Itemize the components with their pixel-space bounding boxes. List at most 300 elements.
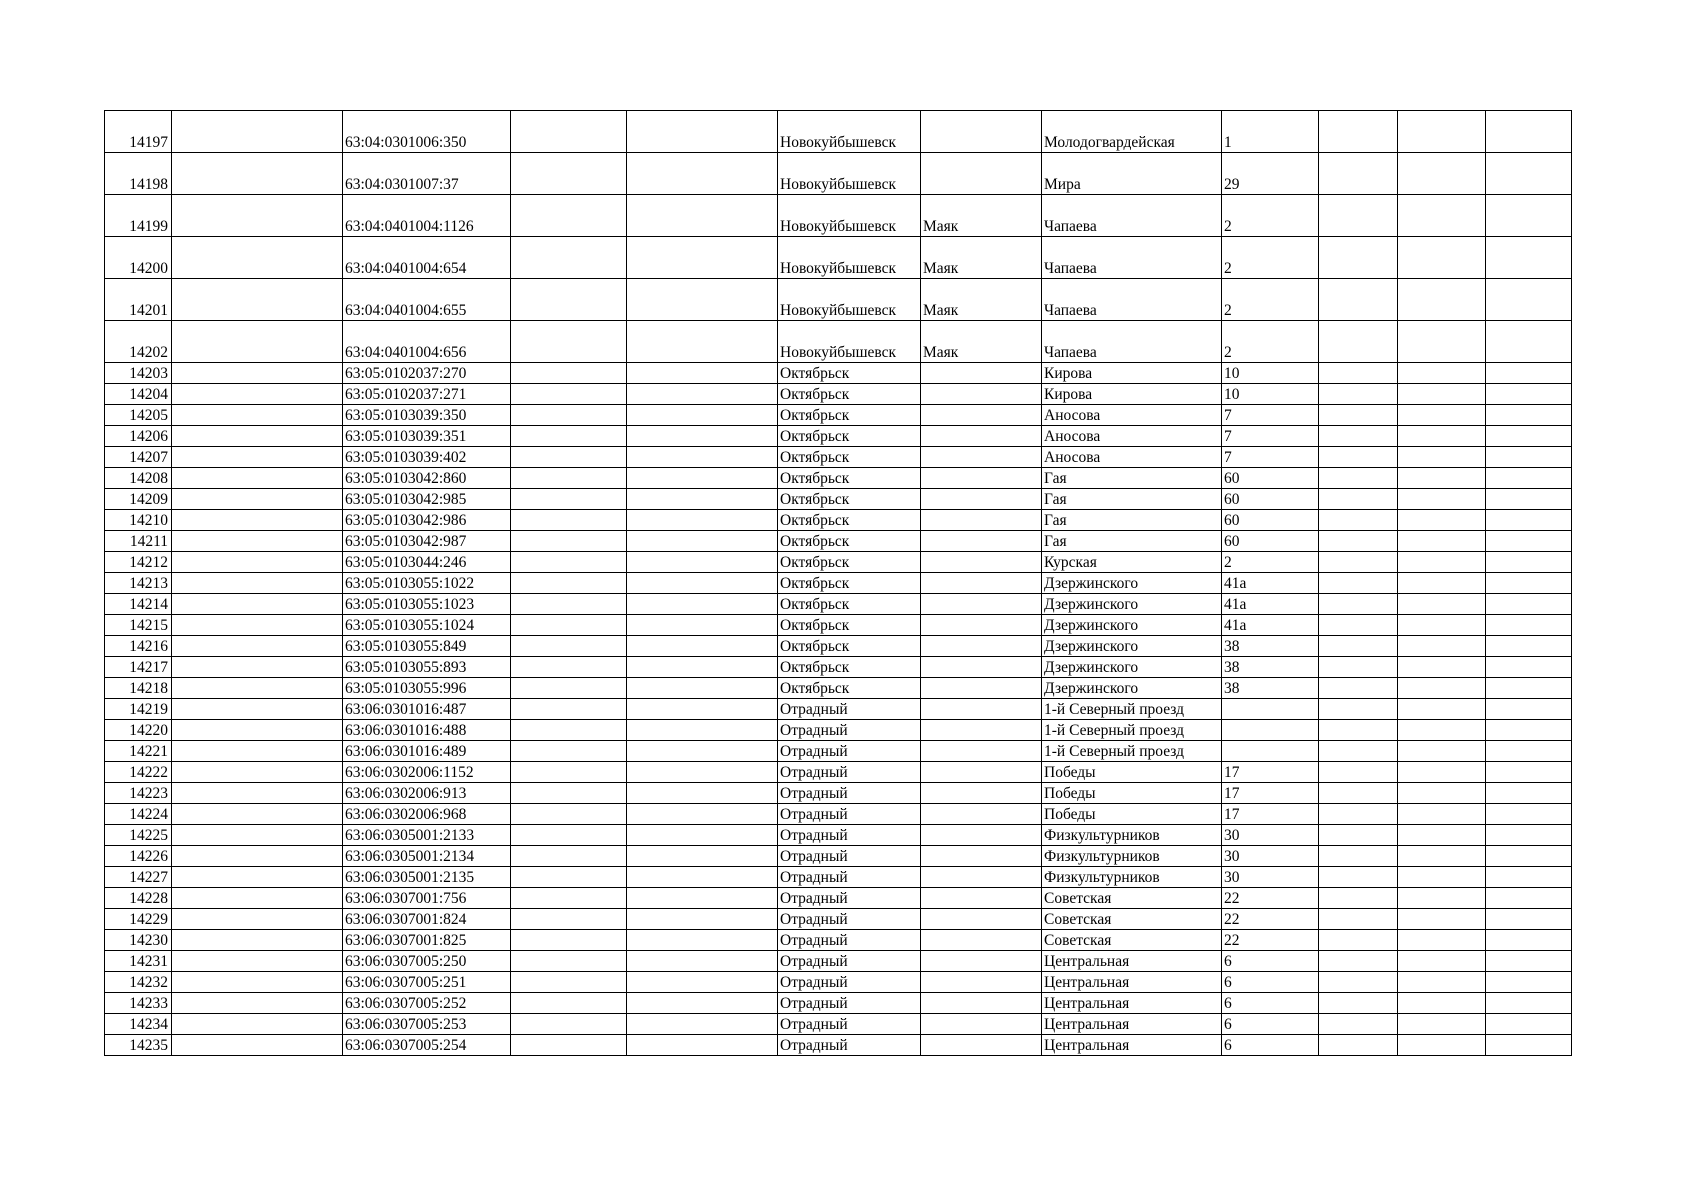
cell-col-12 [1486, 909, 1572, 930]
cell-col-12 [1486, 1014, 1572, 1035]
cell-settlement [921, 930, 1042, 951]
cell-col-11 [1398, 489, 1486, 510]
cell-col-10 [1319, 867, 1398, 888]
cell-street: Курская [1042, 552, 1222, 573]
cell-cadastral-number: 63:06:0307001:756 [343, 888, 511, 909]
cell-col-10 [1319, 1035, 1398, 1056]
cell-col-4 [511, 447, 627, 468]
cell-col-12 [1486, 657, 1572, 678]
cell-street: Физкультурников [1042, 867, 1222, 888]
cell-settlement [921, 531, 1042, 552]
cell-col-4 [511, 1035, 627, 1056]
cell-row-number: 14222 [105, 762, 172, 783]
cell-street: 1-й Северный проезд [1042, 720, 1222, 741]
cell-city: Октябрьск [778, 573, 921, 594]
cell-col-2 [172, 825, 343, 846]
cell-row-number: 14218 [105, 678, 172, 699]
cell-house-number: 30 [1222, 846, 1319, 867]
table-row [105, 237, 1572, 279]
cell-house-number: 7 [1222, 447, 1319, 468]
cell-settlement [921, 468, 1042, 489]
cell-row-number: 14212 [105, 552, 172, 573]
table-row [105, 552, 1572, 573]
cell-col-11 [1398, 363, 1486, 384]
cell-settlement [921, 783, 1042, 804]
cell-col-5 [627, 1035, 778, 1056]
cell-col-5 [627, 720, 778, 741]
cell-row-number: 14213 [105, 573, 172, 594]
cell-col-11 [1398, 153, 1486, 195]
cell-house-number: 22 [1222, 909, 1319, 930]
cell-col-5 [627, 804, 778, 825]
cell-cadastral-number: 63:06:0307001:824 [343, 909, 511, 930]
cell-col-5 [627, 573, 778, 594]
cell-settlement: Маяк [921, 279, 1042, 321]
cell-street: Советская [1042, 930, 1222, 951]
cell-col-4 [511, 384, 627, 405]
cell-col-5 [627, 552, 778, 573]
cell-col-12 [1486, 468, 1572, 489]
cell-col-10 [1319, 111, 1398, 153]
table-row [105, 405, 1572, 426]
cell-col-11 [1398, 678, 1486, 699]
cell-col-12 [1486, 552, 1572, 573]
cell-col-11 [1398, 279, 1486, 321]
cell-street: Центральная [1042, 993, 1222, 1014]
cell-cadastral-number: 63:05:0103039:402 [343, 447, 511, 468]
cell-col-4 [511, 762, 627, 783]
cell-col-2 [172, 930, 343, 951]
cell-city: Октябрьск [778, 489, 921, 510]
cell-settlement [921, 867, 1042, 888]
cell-settlement: Маяк [921, 321, 1042, 363]
cell-cadastral-number: 63:06:0301016:487 [343, 699, 511, 720]
cell-col-4 [511, 510, 627, 531]
cell-house-number: 22 [1222, 930, 1319, 951]
cell-col-5 [627, 741, 778, 762]
cell-col-2 [172, 720, 343, 741]
cell-row-number: 14225 [105, 825, 172, 846]
cell-col-5 [627, 888, 778, 909]
cell-row-number: 14219 [105, 699, 172, 720]
table-row [105, 951, 1572, 972]
cell-col-2 [172, 615, 343, 636]
cell-house-number: 41а [1222, 594, 1319, 615]
cell-city: Октябрьск [778, 657, 921, 678]
cell-row-number: 14201 [105, 279, 172, 321]
cell-row-number: 14205 [105, 405, 172, 426]
table-row [105, 972, 1572, 993]
cell-col-10 [1319, 384, 1398, 405]
table-row [105, 1014, 1572, 1035]
cell-row-number: 14207 [105, 447, 172, 468]
cell-settlement [921, 1035, 1042, 1056]
cell-col-11 [1398, 111, 1486, 153]
cell-col-5 [627, 909, 778, 930]
cell-street: Дзержинского [1042, 573, 1222, 594]
cell-settlement [921, 888, 1042, 909]
cell-col-12 [1486, 804, 1572, 825]
cell-cadastral-number: 63:04:0401004:654 [343, 237, 511, 279]
cell-col-11 [1398, 531, 1486, 552]
cell-col-2 [172, 195, 343, 237]
cell-col-5 [627, 1014, 778, 1035]
cell-col-11 [1398, 930, 1486, 951]
cell-col-2 [172, 867, 343, 888]
table-row [105, 846, 1572, 867]
cell-cadastral-number: 63:06:0302006:968 [343, 804, 511, 825]
cell-settlement [921, 594, 1042, 615]
cell-col-5 [627, 783, 778, 804]
cell-col-5 [627, 111, 778, 153]
table-row [105, 510, 1572, 531]
cell-house-number: 22 [1222, 888, 1319, 909]
cell-col-4 [511, 678, 627, 699]
cell-city: Новокуйбышевск [778, 237, 921, 279]
cell-col-12 [1486, 720, 1572, 741]
cell-col-10 [1319, 741, 1398, 762]
cell-col-10 [1319, 909, 1398, 930]
cell-col-11 [1398, 762, 1486, 783]
cell-col-5 [627, 363, 778, 384]
cell-settlement [921, 384, 1042, 405]
cell-city: Октябрьск [778, 468, 921, 489]
table-row [105, 615, 1572, 636]
table-row [105, 762, 1572, 783]
cell-cadastral-number: 63:04:0401004:1126 [343, 195, 511, 237]
table-row [105, 783, 1572, 804]
cell-street: Центральная [1042, 951, 1222, 972]
cell-row-number: 14204 [105, 384, 172, 405]
cell-col-11 [1398, 1035, 1486, 1056]
cell-house-number [1222, 720, 1319, 741]
cell-house-number: 1 [1222, 111, 1319, 153]
cell-street: Победы [1042, 762, 1222, 783]
cell-house-number: 60 [1222, 510, 1319, 531]
cell-city: Отрадный [778, 888, 921, 909]
cell-col-2 [172, 363, 343, 384]
cell-cadastral-number: 63:06:0301016:488 [343, 720, 511, 741]
cell-col-4 [511, 111, 627, 153]
cell-col-5 [627, 594, 778, 615]
cell-col-5 [627, 930, 778, 951]
table-row [105, 720, 1572, 741]
cell-city: Октябрьск [778, 426, 921, 447]
cell-city: Отрадный [778, 909, 921, 930]
cell-col-2 [172, 909, 343, 930]
cell-col-2 [172, 699, 343, 720]
cell-col-11 [1398, 615, 1486, 636]
cell-street: Аносова [1042, 426, 1222, 447]
cell-street: Чапаева [1042, 195, 1222, 237]
cell-settlement [921, 951, 1042, 972]
cell-col-11 [1398, 468, 1486, 489]
cell-city: Отрадный [778, 783, 921, 804]
cell-house-number: 17 [1222, 804, 1319, 825]
cell-col-12 [1486, 279, 1572, 321]
cell-col-10 [1319, 678, 1398, 699]
cell-col-11 [1398, 510, 1486, 531]
table-row [105, 825, 1572, 846]
cell-settlement [921, 825, 1042, 846]
cell-house-number: 6 [1222, 993, 1319, 1014]
table-row [105, 867, 1572, 888]
table-row [105, 321, 1572, 363]
cell-cadastral-number: 63:06:0302006:1152 [343, 762, 511, 783]
cell-row-number: 14211 [105, 531, 172, 552]
cell-col-2 [172, 573, 343, 594]
cell-cadastral-number: 63:06:0307005:250 [343, 951, 511, 972]
cell-settlement [921, 153, 1042, 195]
cell-col-11 [1398, 573, 1486, 594]
cell-settlement [921, 489, 1042, 510]
cell-cadastral-number: 63:05:0103042:987 [343, 531, 511, 552]
cell-col-5 [627, 825, 778, 846]
cell-col-4 [511, 867, 627, 888]
cell-street: Чапаева [1042, 279, 1222, 321]
cell-row-number: 14199 [105, 195, 172, 237]
table-row [105, 636, 1572, 657]
cell-street: Аносова [1042, 405, 1222, 426]
cell-row-number: 14228 [105, 888, 172, 909]
cell-cadastral-number: 63:06:0307005:253 [343, 1014, 511, 1035]
cell-col-12 [1486, 636, 1572, 657]
cell-col-5 [627, 237, 778, 279]
cell-col-4 [511, 363, 627, 384]
cell-col-4 [511, 573, 627, 594]
table-row [105, 741, 1572, 762]
cell-col-11 [1398, 888, 1486, 909]
table-row [105, 468, 1572, 489]
cell-house-number: 10 [1222, 363, 1319, 384]
cell-cadastral-number: 63:05:0103042:985 [343, 489, 511, 510]
cell-street: Дзержинского [1042, 615, 1222, 636]
cell-city: Отрадный [778, 993, 921, 1014]
cell-row-number: 14233 [105, 993, 172, 1014]
cell-col-12 [1486, 531, 1572, 552]
cell-col-5 [627, 531, 778, 552]
cell-col-12 [1486, 447, 1572, 468]
table-row [105, 153, 1572, 195]
cell-settlement [921, 972, 1042, 993]
cell-col-12 [1486, 930, 1572, 951]
cell-col-10 [1319, 489, 1398, 510]
cell-col-2 [172, 1035, 343, 1056]
cell-col-4 [511, 951, 627, 972]
cell-col-2 [172, 531, 343, 552]
cell-cadastral-number: 63:04:0401004:656 [343, 321, 511, 363]
cell-col-4 [511, 468, 627, 489]
cell-city: Отрадный [778, 930, 921, 951]
cell-col-10 [1319, 153, 1398, 195]
cell-col-2 [172, 657, 343, 678]
cell-col-12 [1486, 489, 1572, 510]
cell-settlement [921, 447, 1042, 468]
cell-street: Кирова [1042, 363, 1222, 384]
cell-col-2 [172, 762, 343, 783]
cell-street: Центральная [1042, 1014, 1222, 1035]
cell-col-10 [1319, 993, 1398, 1014]
cell-row-number: 14202 [105, 321, 172, 363]
cell-row-number: 14231 [105, 951, 172, 972]
cell-col-2 [172, 993, 343, 1014]
cell-col-4 [511, 909, 627, 930]
cell-col-4 [511, 888, 627, 909]
cell-col-5 [627, 657, 778, 678]
table-row [105, 993, 1572, 1014]
cell-col-12 [1486, 699, 1572, 720]
cell-house-number: 60 [1222, 531, 1319, 552]
table-row [105, 384, 1572, 405]
cell-street: Чапаева [1042, 321, 1222, 363]
cell-house-number [1222, 699, 1319, 720]
cell-row-number: 14208 [105, 468, 172, 489]
cell-city: Отрадный [778, 1035, 921, 1056]
table-row [105, 363, 1572, 384]
cell-col-4 [511, 657, 627, 678]
cell-col-11 [1398, 552, 1486, 573]
cell-house-number: 60 [1222, 489, 1319, 510]
cell-col-11 [1398, 720, 1486, 741]
cell-col-10 [1319, 825, 1398, 846]
cell-house-number: 38 [1222, 678, 1319, 699]
cell-house-number: 7 [1222, 426, 1319, 447]
table-row [105, 657, 1572, 678]
cell-street: Кирова [1042, 384, 1222, 405]
cell-col-2 [172, 237, 343, 279]
cell-col-12 [1486, 741, 1572, 762]
cell-row-number: 14214 [105, 594, 172, 615]
cell-street: Дзержинского [1042, 636, 1222, 657]
cell-col-5 [627, 636, 778, 657]
cell-col-11 [1398, 951, 1486, 972]
cell-house-number: 10 [1222, 384, 1319, 405]
cell-house-number: 60 [1222, 468, 1319, 489]
cell-settlement: Маяк [921, 237, 1042, 279]
cell-house-number: 2 [1222, 237, 1319, 279]
cell-col-2 [172, 447, 343, 468]
cell-col-11 [1398, 783, 1486, 804]
cell-col-2 [172, 111, 343, 153]
cell-settlement [921, 993, 1042, 1014]
cell-settlement [921, 636, 1042, 657]
cell-col-2 [172, 888, 343, 909]
cell-col-2 [172, 951, 343, 972]
cell-cadastral-number: 63:05:0103055:1023 [343, 594, 511, 615]
cell-city: Новокуйбышевск [778, 195, 921, 237]
registry-table [104, 110, 1572, 1056]
cell-row-number: 14221 [105, 741, 172, 762]
cell-col-2 [172, 468, 343, 489]
cell-col-5 [627, 384, 778, 405]
cell-cadastral-number: 63:06:0305001:2135 [343, 867, 511, 888]
cell-city: Отрадный [778, 762, 921, 783]
cell-col-4 [511, 720, 627, 741]
cell-col-10 [1319, 552, 1398, 573]
cell-col-12 [1486, 321, 1572, 363]
cell-row-number: 14197 [105, 111, 172, 153]
cell-col-10 [1319, 510, 1398, 531]
cell-city: Новокуйбышевск [778, 153, 921, 195]
cell-col-10 [1319, 762, 1398, 783]
table-row [105, 1035, 1572, 1056]
cell-city: Отрадный [778, 825, 921, 846]
cell-house-number: 2 [1222, 552, 1319, 573]
cell-col-12 [1486, 153, 1572, 195]
cell-col-5 [627, 489, 778, 510]
cell-settlement [921, 111, 1042, 153]
cell-city: Октябрьск [778, 594, 921, 615]
cell-col-12 [1486, 426, 1572, 447]
cell-row-number: 14200 [105, 237, 172, 279]
cell-col-12 [1486, 405, 1572, 426]
cell-col-5 [627, 993, 778, 1014]
cell-city: Октябрьск [778, 363, 921, 384]
cell-street: Гая [1042, 510, 1222, 531]
cell-house-number: 7 [1222, 405, 1319, 426]
cell-house-number: 2 [1222, 321, 1319, 363]
cell-col-2 [172, 405, 343, 426]
cell-col-11 [1398, 447, 1486, 468]
cell-city: Октябрьск [778, 678, 921, 699]
cell-city: Октябрьск [778, 510, 921, 531]
cell-col-4 [511, 489, 627, 510]
cell-house-number: 30 [1222, 825, 1319, 846]
cell-settlement [921, 615, 1042, 636]
cell-col-5 [627, 846, 778, 867]
cell-city: Отрадный [778, 867, 921, 888]
cell-row-number: 14203 [105, 363, 172, 384]
cell-col-2 [172, 279, 343, 321]
cell-street: Мира [1042, 153, 1222, 195]
cell-settlement [921, 741, 1042, 762]
cell-cadastral-number: 63:06:0301016:489 [343, 741, 511, 762]
cell-col-11 [1398, 237, 1486, 279]
cell-col-12 [1486, 573, 1572, 594]
cell-col-11 [1398, 867, 1486, 888]
cell-col-10 [1319, 720, 1398, 741]
cell-cadastral-number: 63:06:0307005:252 [343, 993, 511, 1014]
cell-street: Гая [1042, 468, 1222, 489]
cell-street: Дзержинского [1042, 657, 1222, 678]
cell-col-4 [511, 195, 627, 237]
cell-cadastral-number: 63:06:0307001:825 [343, 930, 511, 951]
cell-cadastral-number: 63:05:0103055:849 [343, 636, 511, 657]
cell-col-4 [511, 930, 627, 951]
cell-house-number: 6 [1222, 1014, 1319, 1035]
cell-city: Октябрьск [778, 531, 921, 552]
cell-house-number: 2 [1222, 195, 1319, 237]
cell-col-12 [1486, 783, 1572, 804]
cell-col-12 [1486, 237, 1572, 279]
cell-row-number: 14198 [105, 153, 172, 195]
cell-col-5 [627, 699, 778, 720]
cell-cadastral-number: 63:06:0305001:2134 [343, 846, 511, 867]
cell-cadastral-number: 63:05:0103055:1022 [343, 573, 511, 594]
cell-row-number: 14216 [105, 636, 172, 657]
cell-row-number: 14210 [105, 510, 172, 531]
cell-col-11 [1398, 972, 1486, 993]
cell-city: Отрадный [778, 720, 921, 741]
cell-col-2 [172, 846, 343, 867]
cell-city: Отрадный [778, 846, 921, 867]
cell-col-10 [1319, 468, 1398, 489]
cell-col-4 [511, 783, 627, 804]
cell-settlement [921, 804, 1042, 825]
cell-col-4 [511, 972, 627, 993]
table-row [105, 699, 1572, 720]
cell-city: Октябрьск [778, 447, 921, 468]
